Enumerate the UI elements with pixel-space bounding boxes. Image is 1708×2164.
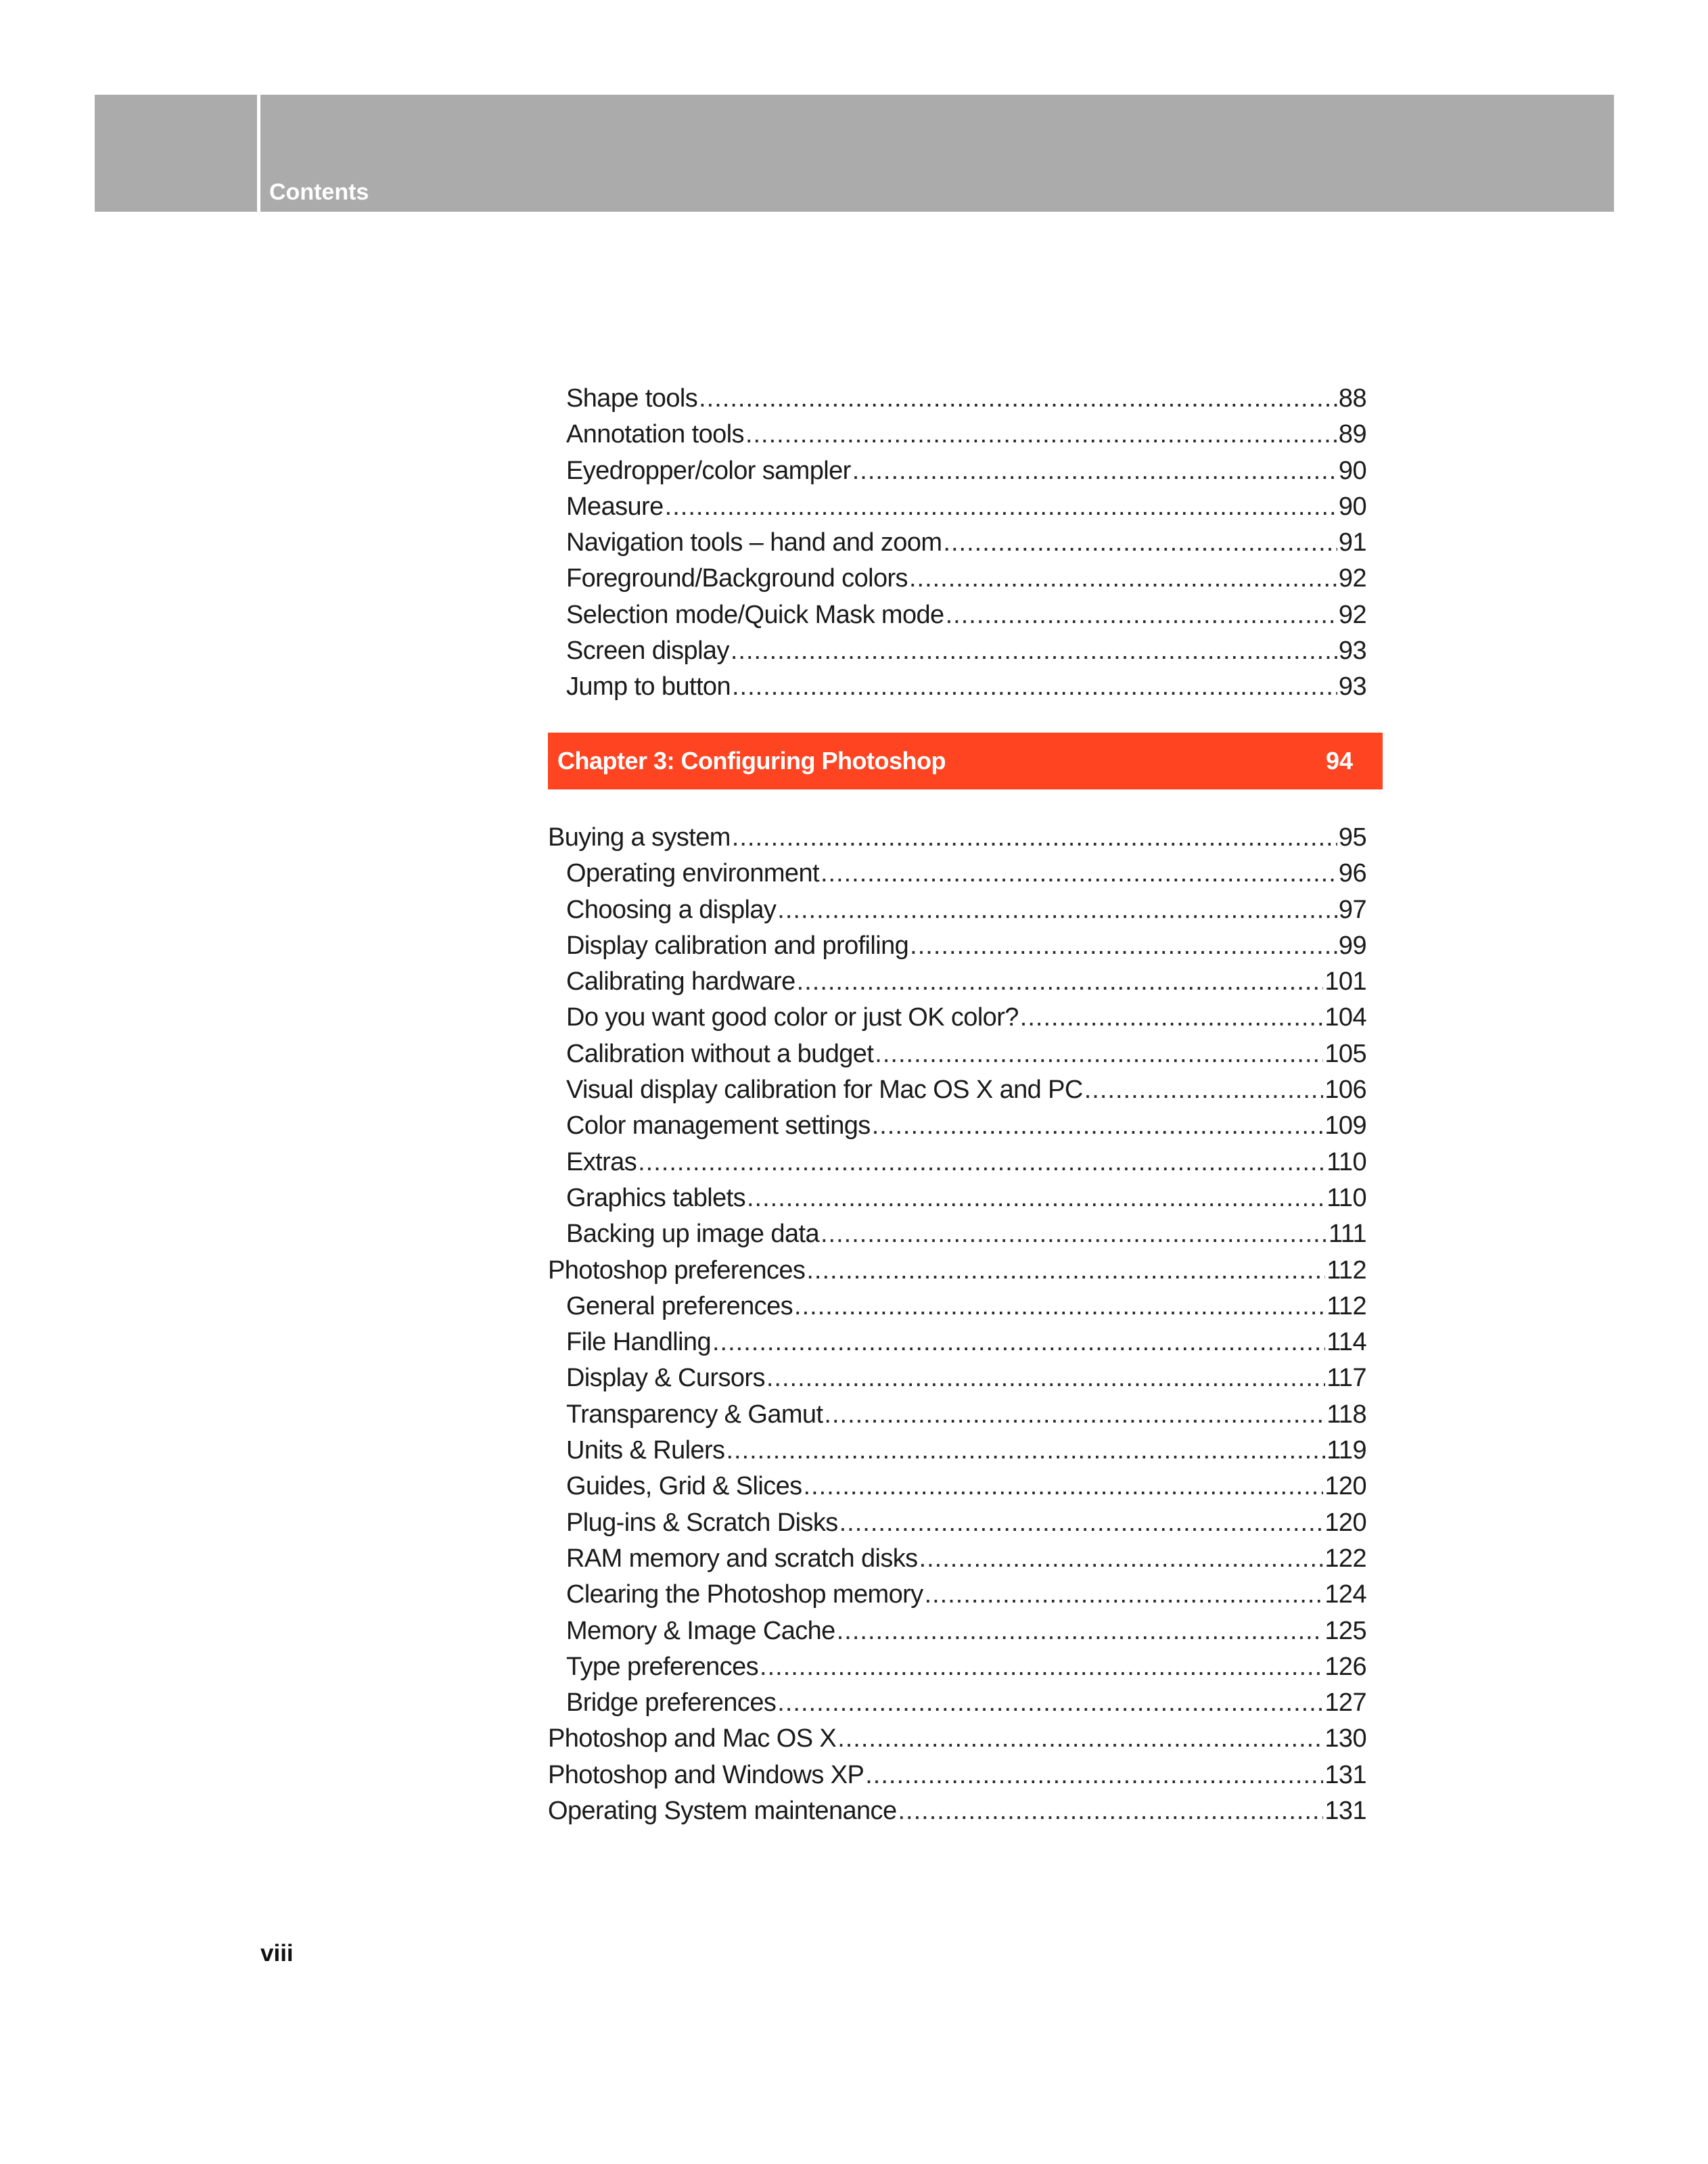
- toc-entry-title: Guides, Grid & Slices: [566, 1472, 802, 1501]
- toc-entry-title: Annotation tools: [566, 420, 744, 449]
- dot-leader: [837, 1613, 1324, 1649]
- dot-leader: [821, 856, 1337, 892]
- toc-entry-title: Color management settings: [566, 1111, 871, 1141]
- toc-entry[interactable]: [548, 1577, 1366, 1613]
- dot-leader: [839, 1505, 1324, 1541]
- toc-entry[interactable]: [548, 1360, 1366, 1396]
- toc-entry[interactable]: [548, 1541, 1366, 1577]
- toc-entry[interactable]: [548, 1505, 1366, 1541]
- toc-entry[interactable]: [548, 1108, 1366, 1144]
- toc-entry[interactable]: [548, 453, 1366, 489]
- chapter-title: Chapter 3: Configuring Photoshop: [557, 747, 946, 775]
- toc-entry-page: 120: [1324, 1508, 1366, 1537]
- dot-leader: [804, 1469, 1324, 1504]
- toc-entry-title: Photoshop and Mac OS X: [548, 1724, 837, 1753]
- toc-entry-page: 112: [1326, 1256, 1366, 1285]
- toc-entry[interactable]: [548, 856, 1366, 892]
- toc-entry[interactable]: [548, 1036, 1366, 1072]
- dot-leader: [732, 669, 1337, 705]
- toc-entry[interactable]: [548, 417, 1366, 453]
- dot-leader: [824, 1397, 1325, 1433]
- toc-entry-page: 88: [1338, 384, 1366, 413]
- dot-leader: [760, 1649, 1323, 1685]
- dot-leader: [638, 1145, 1325, 1180]
- toc-entry-title: Selection mode/Quick Mask mode: [566, 600, 944, 629]
- toc-entry-page: 96: [1338, 859, 1366, 888]
- page-number: viii: [260, 1940, 294, 1966]
- dot-leader: [747, 1180, 1325, 1216]
- toc-entry-page: 119: [1326, 1436, 1366, 1465]
- toc-entry[interactable]: [548, 1649, 1366, 1685]
- toc-entry-title: Bridge preferences: [566, 1688, 777, 1718]
- dot-leader: [794, 1289, 1325, 1325]
- dot-leader: [946, 597, 1337, 633]
- dot-leader: [712, 1325, 1325, 1360]
- toc-entry-title: Screen display: [566, 637, 729, 666]
- toc-entry-title: Shape tools: [566, 384, 698, 413]
- toc-entry-page: 130: [1324, 1724, 1366, 1753]
- toc-entry-page: 120: [1324, 1472, 1366, 1501]
- toc-entry-page: 127: [1324, 1688, 1366, 1718]
- toc-entry[interactable]: [548, 1685, 1366, 1721]
- toc-entry-title: Backing up image data: [566, 1220, 819, 1249]
- toc-entry-title: Display & Cursors: [566, 1364, 765, 1393]
- dot-leader: [919, 1541, 1324, 1577]
- toc-entry-title: Extras: [566, 1147, 637, 1176]
- toc-entry-page: 124: [1324, 1580, 1366, 1609]
- toc-entry-page: 90: [1338, 456, 1366, 485]
- toc-entry-title: Measure: [566, 492, 664, 521]
- dot-leader: [909, 561, 1337, 597]
- dot-leader: [821, 1216, 1327, 1252]
- dot-leader: [731, 633, 1337, 669]
- dot-leader: [777, 1685, 1323, 1721]
- toc-entry[interactable]: [548, 633, 1366, 669]
- dot-leader: [910, 928, 1337, 964]
- toc-entry[interactable]: [548, 1721, 1366, 1757]
- toc-entry-page: 101: [1324, 967, 1366, 996]
- toc-entry-title: Photoshop preferences: [548, 1256, 806, 1285]
- toc-entry[interactable]: [548, 597, 1366, 633]
- toc-entry-title: Display calibration and profiling: [566, 931, 909, 960]
- dot-leader: [806, 1253, 1325, 1289]
- toc-entry-title: Memory & Image Cache: [566, 1616, 835, 1645]
- toc-entry-page: 112: [1326, 1291, 1366, 1320]
- toc-entry[interactable]: [548, 1289, 1366, 1325]
- dot-leader: [1020, 1000, 1324, 1036]
- dot-leader: [732, 820, 1337, 856]
- toc-entry-page: 111: [1329, 1220, 1366, 1249]
- toc-entry-page: 109: [1324, 1111, 1366, 1141]
- toc-entry[interactable]: [548, 820, 1366, 856]
- dot-leader: [726, 1433, 1325, 1469]
- toc-entry-title: General preferences: [566, 1291, 793, 1320]
- toc-entry[interactable]: [548, 1433, 1366, 1469]
- toc-entry-page: 105: [1324, 1039, 1366, 1068]
- toc-entry-page: 92: [1338, 564, 1366, 593]
- toc-entry[interactable]: [548, 381, 1366, 417]
- toc-entry-title: Eyedropper/color sampler: [566, 456, 851, 485]
- dot-leader: [865, 1757, 1323, 1793]
- toc-entry-title: Visual display calibration for Mac OS X and PC: [566, 1076, 1083, 1105]
- dot-leader: [699, 381, 1337, 417]
- toc-entry-page: 110: [1326, 1183, 1366, 1212]
- toc-entry[interactable]: [548, 1613, 1366, 1649]
- dot-leader: [1084, 1072, 1324, 1108]
- dot-leader: [898, 1793, 1323, 1829]
- toc-entry[interactable]: [548, 1180, 1366, 1216]
- toc-entry-title: Calibration without a budget: [566, 1039, 874, 1068]
- dot-leader: [837, 1721, 1323, 1757]
- toc-entry[interactable]: [548, 1757, 1366, 1793]
- toc-entry-page: 126: [1324, 1652, 1366, 1681]
- toc-entry-page: 125: [1324, 1616, 1366, 1645]
- toc-entry-title: File Handling: [566, 1328, 711, 1357]
- toc-entry-page: 89: [1338, 420, 1366, 449]
- toc-entry-page: 114: [1326, 1328, 1366, 1357]
- dot-leader: [766, 1360, 1325, 1396]
- toc-entry-page: 106: [1324, 1076, 1366, 1105]
- dot-leader: [943, 525, 1337, 561]
- toc-entry-page: 118: [1326, 1400, 1366, 1429]
- toc-entry-page: 90: [1338, 492, 1366, 521]
- dot-leader: [872, 1108, 1324, 1144]
- toc-entry-title: Units & Rulers: [566, 1436, 725, 1465]
- toc-entry-page: 117: [1326, 1364, 1366, 1393]
- toc-entry-page: 91: [1338, 528, 1366, 557]
- toc-entry-title: Foreground/Background colors: [566, 564, 908, 593]
- toc-entry-title: Operating System maintenance: [548, 1797, 897, 1826]
- toc-entry-title: Calibrating hardware: [566, 967, 795, 996]
- dot-leader: [852, 453, 1337, 489]
- toc-entry[interactable]: [548, 1072, 1366, 1108]
- dot-leader: [875, 1036, 1323, 1072]
- toc-entry-page: 93: [1338, 637, 1366, 666]
- chapter-page-number: 94: [1326, 747, 1354, 775]
- toc-entry-page: 97: [1338, 895, 1366, 924]
- toc-entry[interactable]: [548, 1325, 1366, 1360]
- toc-entry-title: Type preferences: [566, 1652, 759, 1681]
- header-bar: [95, 95, 1614, 212]
- header-divider: [257, 95, 260, 212]
- toc-entry[interactable]: [548, 489, 1366, 525]
- toc-entry[interactable]: [548, 1216, 1366, 1252]
- toc-entry-title: Graphics tablets: [566, 1183, 745, 1212]
- dot-leader: [925, 1577, 1324, 1613]
- chapter-heading-bar[interactable]: [548, 733, 1383, 789]
- toc-entry[interactable]: [548, 1145, 1366, 1180]
- toc-entry-page: 95: [1338, 823, 1366, 852]
- toc-entry-title: Do you want good color or just OK color?: [566, 1003, 1019, 1032]
- dot-leader: [777, 892, 1337, 928]
- toc-entry-page: 110: [1326, 1147, 1366, 1176]
- toc-entry-title: Buying a system: [548, 823, 731, 852]
- toc-entry-title: Plug-ins & Scratch Disks: [566, 1508, 838, 1537]
- toc-entry-page: 92: [1338, 600, 1366, 629]
- toc-entry-title: Jump to button: [566, 672, 731, 701]
- toc-entry-title: Clearing the Photoshop memory: [566, 1580, 923, 1609]
- toc-entry-page: 131: [1324, 1797, 1366, 1826]
- toc-entry[interactable]: [548, 1253, 1366, 1289]
- toc-entry[interactable]: [548, 525, 1366, 561]
- toc-entry-page: 99: [1338, 931, 1366, 960]
- toc-entry[interactable]: [548, 1397, 1366, 1433]
- toc-entry[interactable]: [548, 669, 1366, 705]
- toc-entry[interactable]: [548, 561, 1366, 597]
- toc-entry[interactable]: [548, 1469, 1366, 1504]
- toc-entry-title: Navigation tools – hand and zoom: [566, 528, 942, 557]
- dot-leader: [665, 489, 1337, 525]
- toc-entry-title: Transparency & Gamut: [566, 1400, 823, 1429]
- toc-entry-page: 93: [1338, 672, 1366, 701]
- dot-leader: [745, 417, 1337, 453]
- toc-entry-page: 122: [1324, 1544, 1366, 1573]
- toc-entry-title: RAM memory and scratch disks: [566, 1544, 918, 1573]
- toc-entry[interactable]: [548, 1793, 1366, 1829]
- toc-entry-title: Operating environment: [566, 859, 819, 888]
- toc-entry-title: Choosing a display: [566, 895, 777, 924]
- toc-list-part1: [548, 381, 1366, 706]
- toc-entry[interactable]: [548, 892, 1366, 928]
- toc-entry[interactable]: [548, 928, 1366, 964]
- toc-entry[interactable]: [548, 964, 1366, 1000]
- toc-list-part2: [548, 820, 1366, 1829]
- dot-leader: [797, 964, 1324, 1000]
- section-title: Contents: [269, 179, 369, 205]
- toc-entry[interactable]: [548, 1000, 1366, 1036]
- toc-entry-page: 131: [1324, 1760, 1366, 1789]
- toc-entry-title: Photoshop and Windows XP: [548, 1760, 864, 1789]
- toc-entry-page: 104: [1324, 1003, 1366, 1032]
